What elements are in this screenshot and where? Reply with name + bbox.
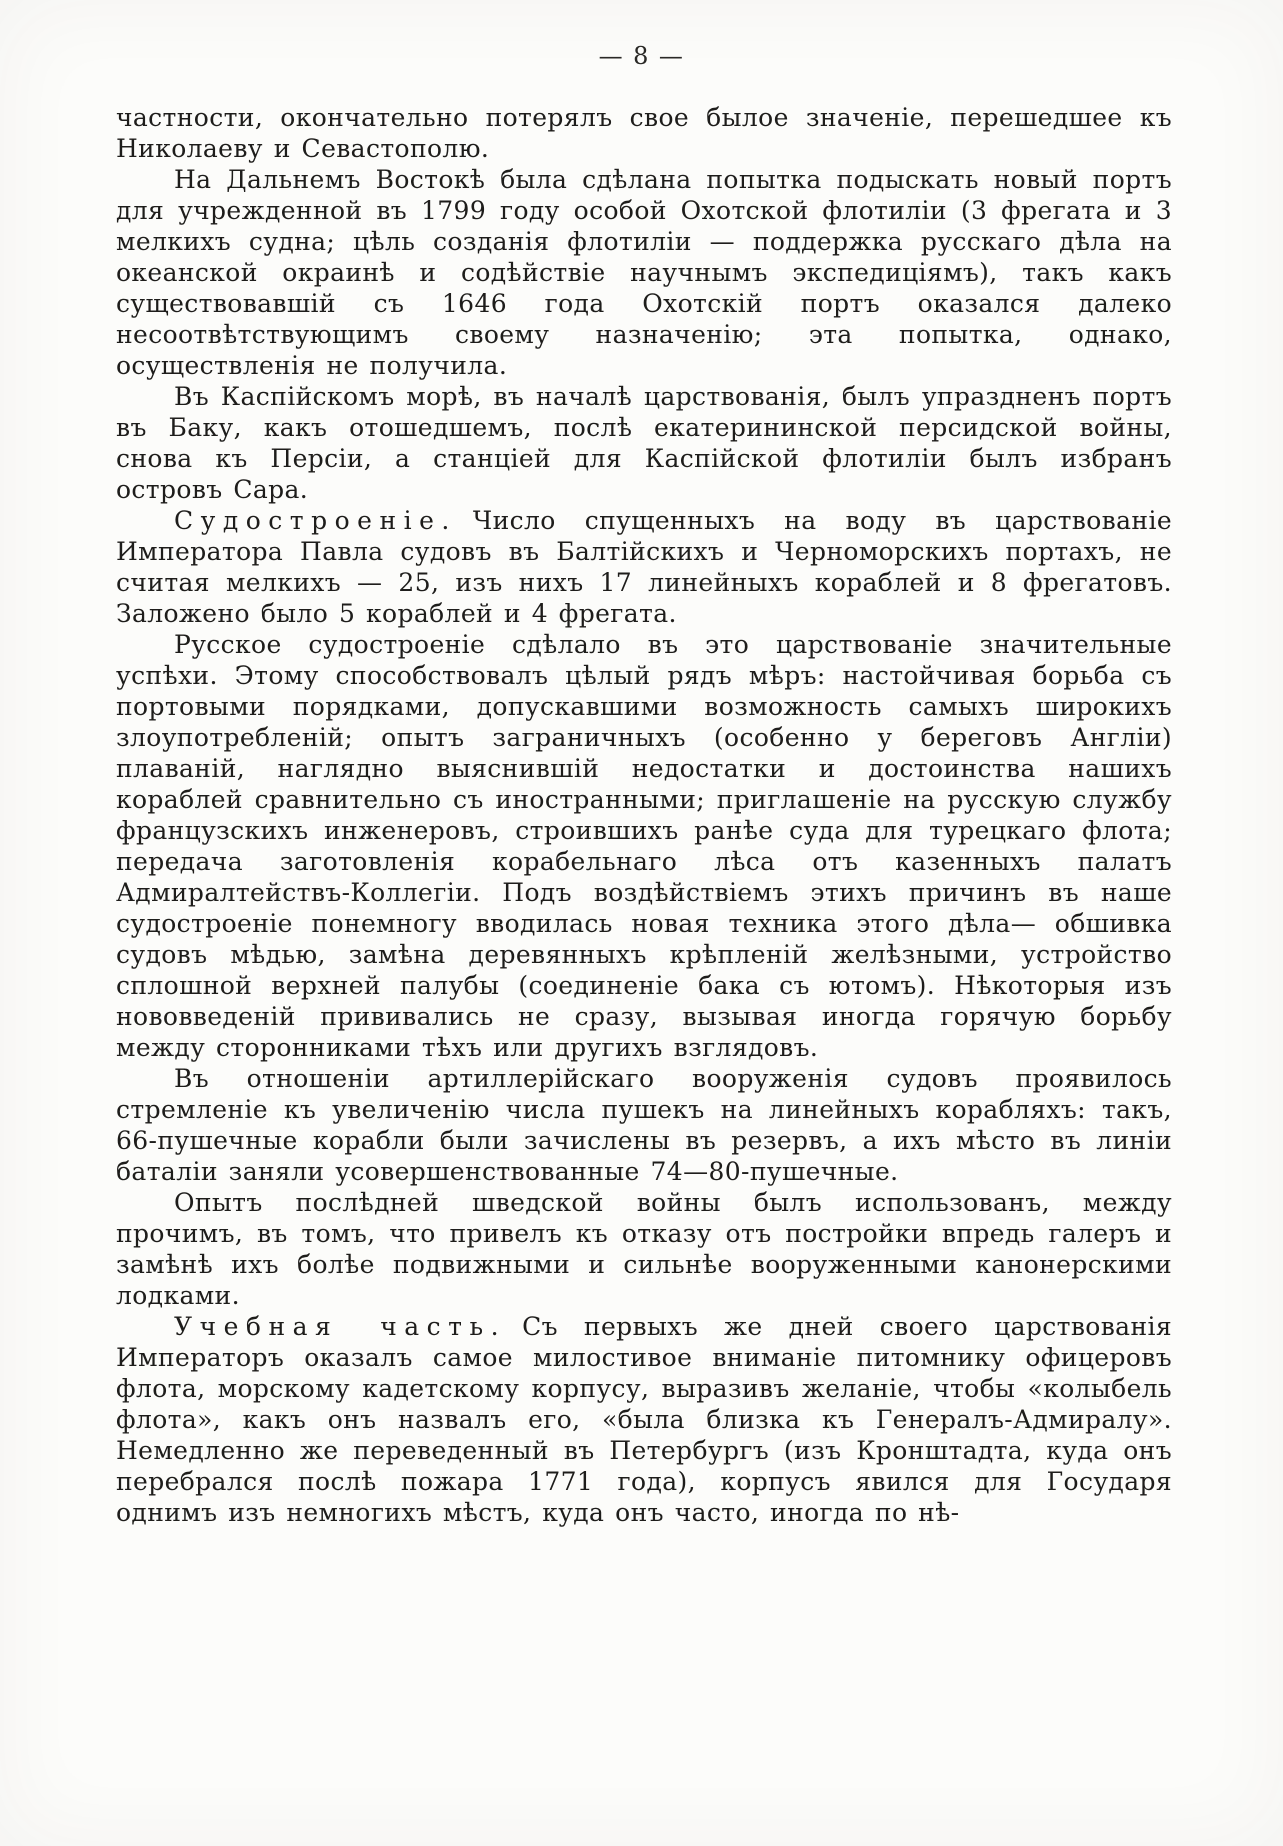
page-number: — 8 — [598, 42, 685, 70]
paragraph [116, 1187, 1172, 1311]
paragraph [116, 505, 1172, 629]
paragraph [116, 629, 1172, 1063]
paragraph-text: На Дальнемъ Востокѣ была сдѣлана попытка подыскать новый портъ для учрежденной въ 1799 году особой Охотской флотиліи (3 фрегата и 3 мелкихъ судна; цѣль созданія флотиліи — поддержка русскаго дѣла на океанской окраинѣ и содѣйствіе научнымъ экспедиціямъ), такъ какъ существовавшій съ 1646 года Охотскій портъ оказался далеко несоотвѣтствующимъ своему назначенію; эта попытка, однако, осуществленія не получила. [116, 165, 1172, 380]
paragraph-text: Съ первыхъ же дней своего царствованія Императоръ оказалъ самое милостивое вниманіе питомнику офицеровъ флота, морскому кадетскому корпусу, выразивъ желаніе, чтобы «колыбель флота», какъ онъ назвалъ его, «была близка къ Генералъ-Адмиралу». Немедленно же переведенный въ Петербургъ (изъ Кронштадта, куда онъ перебрался послѣ пожара 1771 года), корпусъ явился для Государя однимъ изъ немногихъ мѣстъ, куда онъ часто, иногда по нѣ- [116, 1312, 1172, 1527]
run-in-heading: Судостроеніе. [174, 506, 457, 535]
paragraph [116, 164, 1172, 381]
paragraph [116, 381, 1172, 505]
text-block [116, 102, 1172, 1528]
paragraph [116, 102, 1172, 164]
paragraph-text: Русское судостроеніе сдѣлало въ это царствованіе значительные успѣхи. Этому способствовалъ цѣлый рядъ мѣръ: настойчивая борьба съ портовыми порядками, допускавшими возможность самыхъ широкихъ злоупотребленій; опытъ заграничныхъ (особенно у береговъ Англіи) плаваній, наглядно выяснившій недостатки и достоинства нашихъ кораблей сравнительно съ иностранными; приглашеніе на русскую службу французскихъ инженеровъ, строившихъ ранѣе суда для турецкаго флота; передача заготовленія корабельнаго лѣса отъ казенныхъ палатъ Адмиралтействъ-Коллегіи. Подъ воздѣйствіемъ этихъ причинъ въ наше судостроеніе понемногу вводилась новая техника этого дѣла— обшивка судовъ мѣдью, замѣна деревянныхъ крѣпленій желѣзными, устройство сплошной верхней палубы (соединеніе бака съ ютомъ). Нѣкоторыя изъ нововведеній прививались не сразу, вызывая иногда горячую борьбу между сторонниками тѣхъ или другихъ взглядовъ. [116, 630, 1172, 1062]
paragraph-text: Число спущенныхъ на воду въ царствованіе Императора Павла судовъ въ Балтійскихъ и Черноморскихъ портахъ, не считая мелкихъ — 25, изъ нихъ 17 линейныхъ кораблей и 8 фрегатовъ. Заложено было 5 кораблей и 4 фрегата. [116, 506, 1172, 628]
run-in-heading: Учебная часть. [174, 1312, 507, 1341]
paragraph-text: частности, окончательно потерялъ свое былое значеніе, перешедшее къ Николаеву и Севастополю. [116, 103, 1172, 163]
paragraph-text: Въ отношеніи артиллерійскаго вооруженія судовъ проявилось стремленіе къ увеличенію числа пушекъ на линейныхъ корабляхъ: такъ, 66-пушечные корабли были зачислены въ резервъ, а ихъ мѣсто въ линіи баталіи заняли усовершенствованные 74—80-пушечные. [116, 1064, 1172, 1186]
paragraph-text: Опытъ послѣдней шведской войны былъ использованъ, между прочимъ, въ томъ, что привелъ къ отказу отъ постройки впредь галеръ и замѣнѣ ихъ болѣе подвижными и сильнѣе вооруженными канонерскими лодками. [116, 1188, 1172, 1310]
paragraph-text: Въ Каспійскомъ морѣ, въ началѣ царствованія, былъ упраздненъ портъ въ Баку, какъ отошедшемъ, послѣ екатерининской персидской войны, снова къ Персіи, а станціей для Каспійской флотиліи былъ избранъ островъ Сара. [116, 382, 1172, 504]
paragraph [116, 1063, 1172, 1187]
paragraph [116, 1311, 1172, 1528]
